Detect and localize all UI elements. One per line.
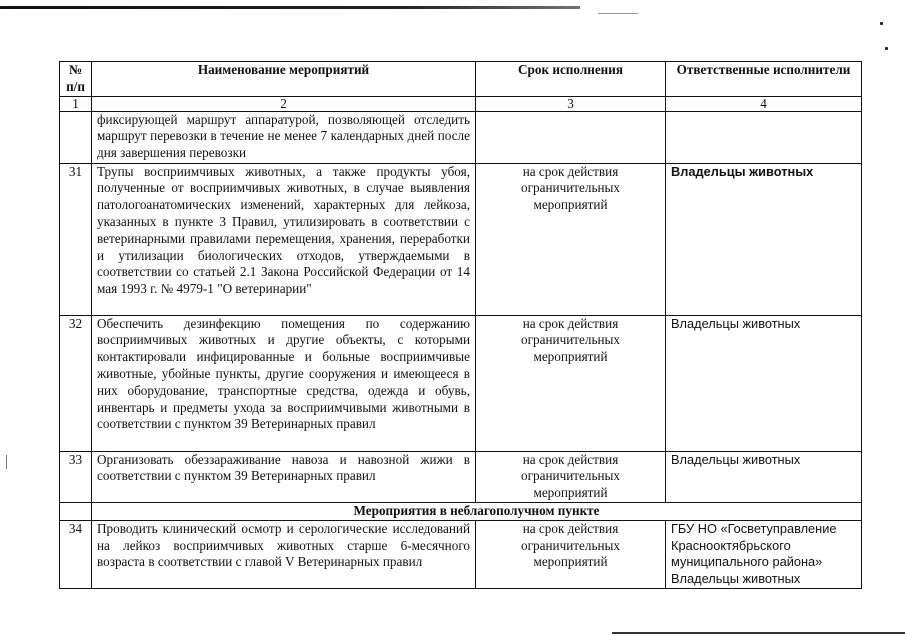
row-description: фиксирующей маршрут аппаратурой, позволяющей отследить маршрут перевозки в течение не менее 7 календарных дней после дня завершения перевозки (92, 111, 476, 163)
row-number: 33 (60, 451, 92, 502)
table-row-34 (60, 520, 862, 588)
row-term (476, 163, 666, 315)
header-responsible: Ответственные исполнители (666, 62, 862, 97)
row-number: 32 (60, 315, 92, 451)
scan-artifact-dot (880, 22, 883, 25)
table-row-32 (60, 315, 862, 451)
column-number: 1 (60, 96, 92, 111)
row-description: Обеспечить дезинфекцию помещения по содержанию восприимчивых животных и другие объекты, с которыми контактировали инфицированные и больные восприимчивые животные, убойные пункты, другие сооружения и имеющееся в них оборудование, транспортные средства, одежда и обувь, инвентарь и предметы ухода за восприимчивыми животными в соответствии с пунктом 39 Ветеринарных правил (92, 315, 476, 451)
scan-artifact-bottom-line (612, 632, 905, 634)
term-line: мероприятий (533, 485, 608, 501)
row-term (476, 111, 666, 163)
table-header-row (60, 62, 862, 97)
column-number: 4 (666, 96, 862, 111)
row-number: 31 (60, 163, 92, 315)
section-title: Мероприятия в неблагополучном пункте (92, 502, 862, 520)
term-line: мероприятий (533, 197, 608, 213)
table-row-continued (60, 111, 862, 163)
term-line: на срок действия (522, 451, 619, 467)
term-line: на срок действия (522, 520, 619, 536)
row-responsible (666, 315, 862, 451)
term-line: ограничительных (521, 468, 620, 484)
row-description: Организовать обеззараживание навоза и навозной жижи в соответствии с пунктом 39 Ветеринарных правил (92, 451, 476, 502)
row-responsible (666, 520, 862, 588)
scan-artifact-top-dash (598, 13, 638, 14)
row-term (476, 451, 666, 502)
responsible-line: Владельцы животных (671, 163, 814, 179)
responsible-line: Владельцы животных (671, 451, 801, 467)
term-line: мероприятий (533, 349, 608, 365)
scan-artifact-dot (885, 47, 888, 50)
header-number: № п/п (60, 62, 92, 97)
responsible-line: ГБУ НО «Госветуправление (671, 520, 837, 536)
section-number-cell (60, 502, 92, 520)
table-row-33 (60, 451, 862, 502)
scan-artifact-left-tick (6, 455, 7, 469)
responsible-line: муниципального района» (671, 554, 823, 570)
term-line: на срок действия (522, 163, 619, 179)
header-term: Срок исполнения (476, 62, 666, 97)
term-line: ограничительных (521, 332, 620, 348)
header-measures: Наименование мероприятий (92, 62, 476, 97)
row-description: Трупы восприимчивых животных, а также продукты убоя, полученные от восприимчивых животных, в случае выявления патологоанатомических изменений, характерных для лейкоза, указанных в пункте 3 Правил, утилизировать в соответствии с ветеринарными правилами перемещения, хранения, переработки и утилизации биологических отходов, утверждаемыми в соответствии со статьей 2.1 Закона Российской Федерации от 14 мая 1993 г. № 4979-1 "О ветеринарии" (92, 163, 476, 315)
responsible-line: Владельцы животных (671, 315, 801, 331)
responsible-line: Краснооктябрьского (671, 537, 791, 553)
term-line: ограничительных (521, 537, 620, 553)
row-responsible (666, 111, 862, 163)
column-number: 2 (92, 96, 476, 111)
row-description: Проводить клинический осмотр и серологические исследований на лейкоз восприимчивых животных старше 6-месячного возраста в соответствии с главой V Ветеринарных правил (92, 520, 476, 588)
row-responsible (666, 163, 862, 315)
responsible-line: Владельцы животных (671, 571, 801, 587)
measures-table (59, 61, 862, 589)
row-number (60, 111, 92, 163)
term-line: на срок действия (522, 315, 619, 331)
column-number: 3 (476, 96, 666, 111)
row-term (476, 520, 666, 588)
section-row (60, 502, 862, 520)
row-number: 34 (60, 520, 92, 588)
scan-artifact-top-line (0, 6, 580, 9)
term-line: ограничительных (521, 180, 620, 196)
column-number-row (60, 96, 862, 111)
term-line: мероприятий (533, 554, 608, 570)
row-term (476, 315, 666, 451)
row-responsible (666, 451, 862, 502)
table-row-31 (60, 163, 862, 315)
